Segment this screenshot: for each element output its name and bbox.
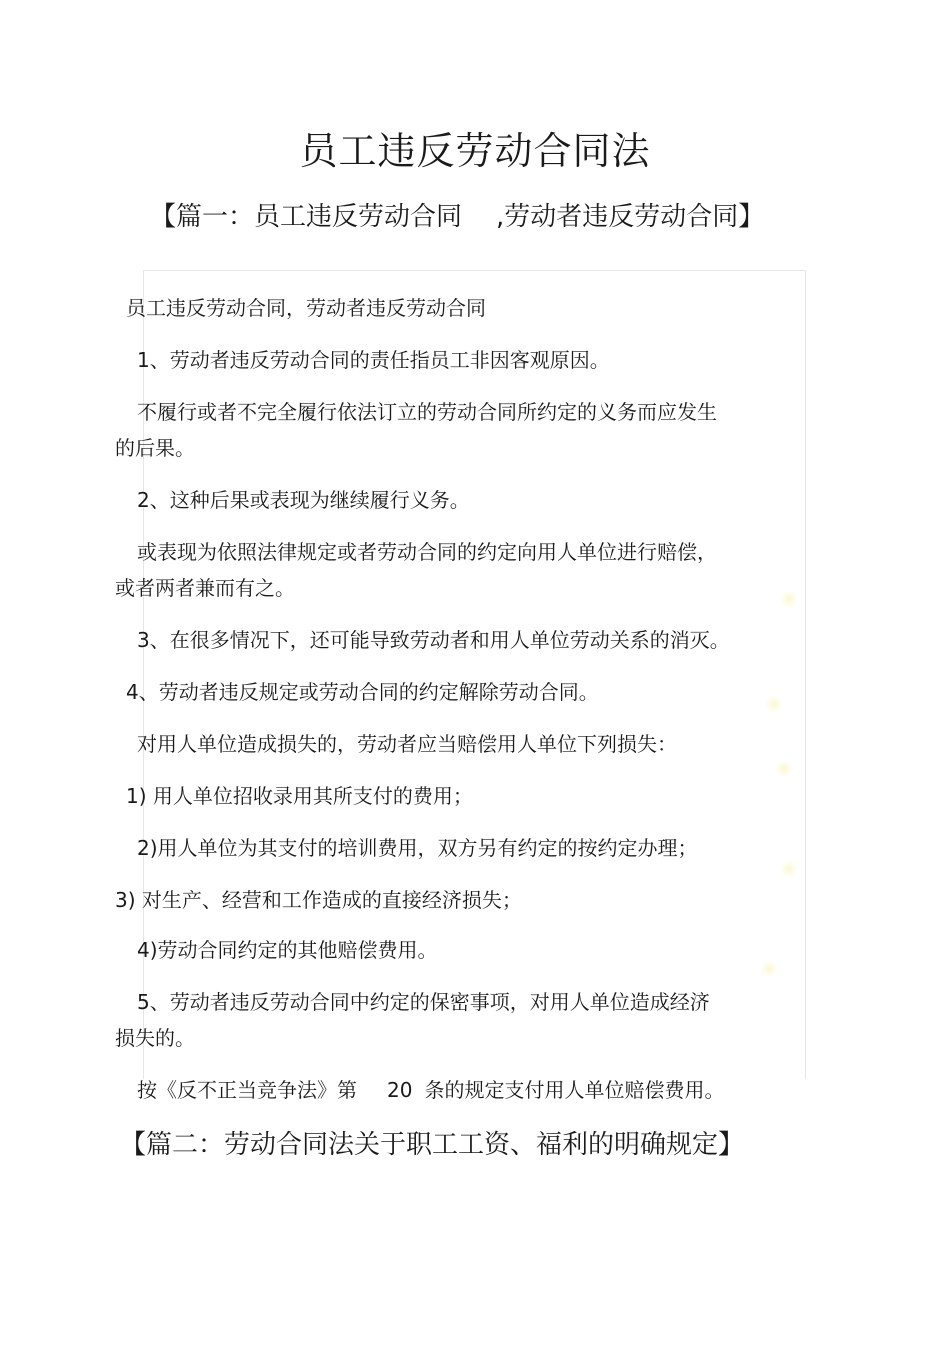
paragraph-intro: 员工违反劳动合同，劳动者违反劳动合同 [126,296,486,320]
document-title: 员工违反劳动合同法 [299,129,651,173]
paragraph-item-1: 1、劳动者违反劳动合同的责任指员工非因客观原因。 [137,348,610,372]
watermark-dot [780,590,798,608]
paragraph-loss-1: 1) 用人单位招收录用其所支付的费用； [126,784,473,808]
paragraph-item-3: 3、在很多情况下，还可能导致劳动者和用人单位劳动关系的消灭。 [137,628,730,652]
watermark-dot [760,960,778,978]
paragraph-item-5: 5、劳动者违反劳动合同中约定的保密事项，对用人单位造成经济 [137,990,710,1014]
paragraph-item-2: 2、这种后果或表现为继续履行义务。 [137,488,470,512]
section-heading-1-part-b: ,劳动者违反劳动合同】 [496,202,765,232]
paragraph-item-2-detail: 或表现为依照法律规定或者劳动合同的约定向用人单位进行赔偿， [137,540,717,564]
section-heading-1 [150,196,764,233]
paragraph-loss-intro: 对用人单位造成损失的，劳动者应当赔偿用人单位下列损失： [137,732,677,756]
section-heading-2: 【篇二：劳动合同法关于职工工资、福利的明确规定】 [120,1130,745,1160]
law-reference-part-a: 按《反不正当竞争法》第 [137,1078,357,1102]
paragraph-loss-4: 4)劳动合同约定的其他赔偿费用。 [137,938,438,962]
paragraph-item-2-detail-cont: 或者两者兼而有之。 [115,576,295,600]
paragraph-loss-2: 2)用人单位为其支付的培训费用，双方另有约定的按约定办理； [137,836,698,860]
law-reference-part-c: 条的规定支付用人单位赔偿费用。 [424,1078,725,1102]
watermark-dot [765,695,783,713]
watermark-dot [780,860,798,878]
law-reference-article-number: 20 [387,1078,413,1102]
paragraph-item-1-detail-cont: 的后果。 [115,436,195,460]
paragraph-item-4: 4、劳动者违反规定或劳动合同的约定解除劳动合同。 [126,680,599,704]
paragraph-loss-3: 3) 对生产、经营和工作造成的直接经济损失； [115,888,522,912]
paragraph-law-reference [137,1072,724,1108]
watermark-dot [775,760,793,778]
paragraph-item-1-detail: 不履行或者不完全履行依法订立的劳动合同所约定的义务而应发生 [137,400,717,424]
section-heading-1-part-a: 【篇一：员工违反劳动合同 [150,202,463,232]
paragraph-item-5-cont: 损失的。 [115,1026,195,1050]
